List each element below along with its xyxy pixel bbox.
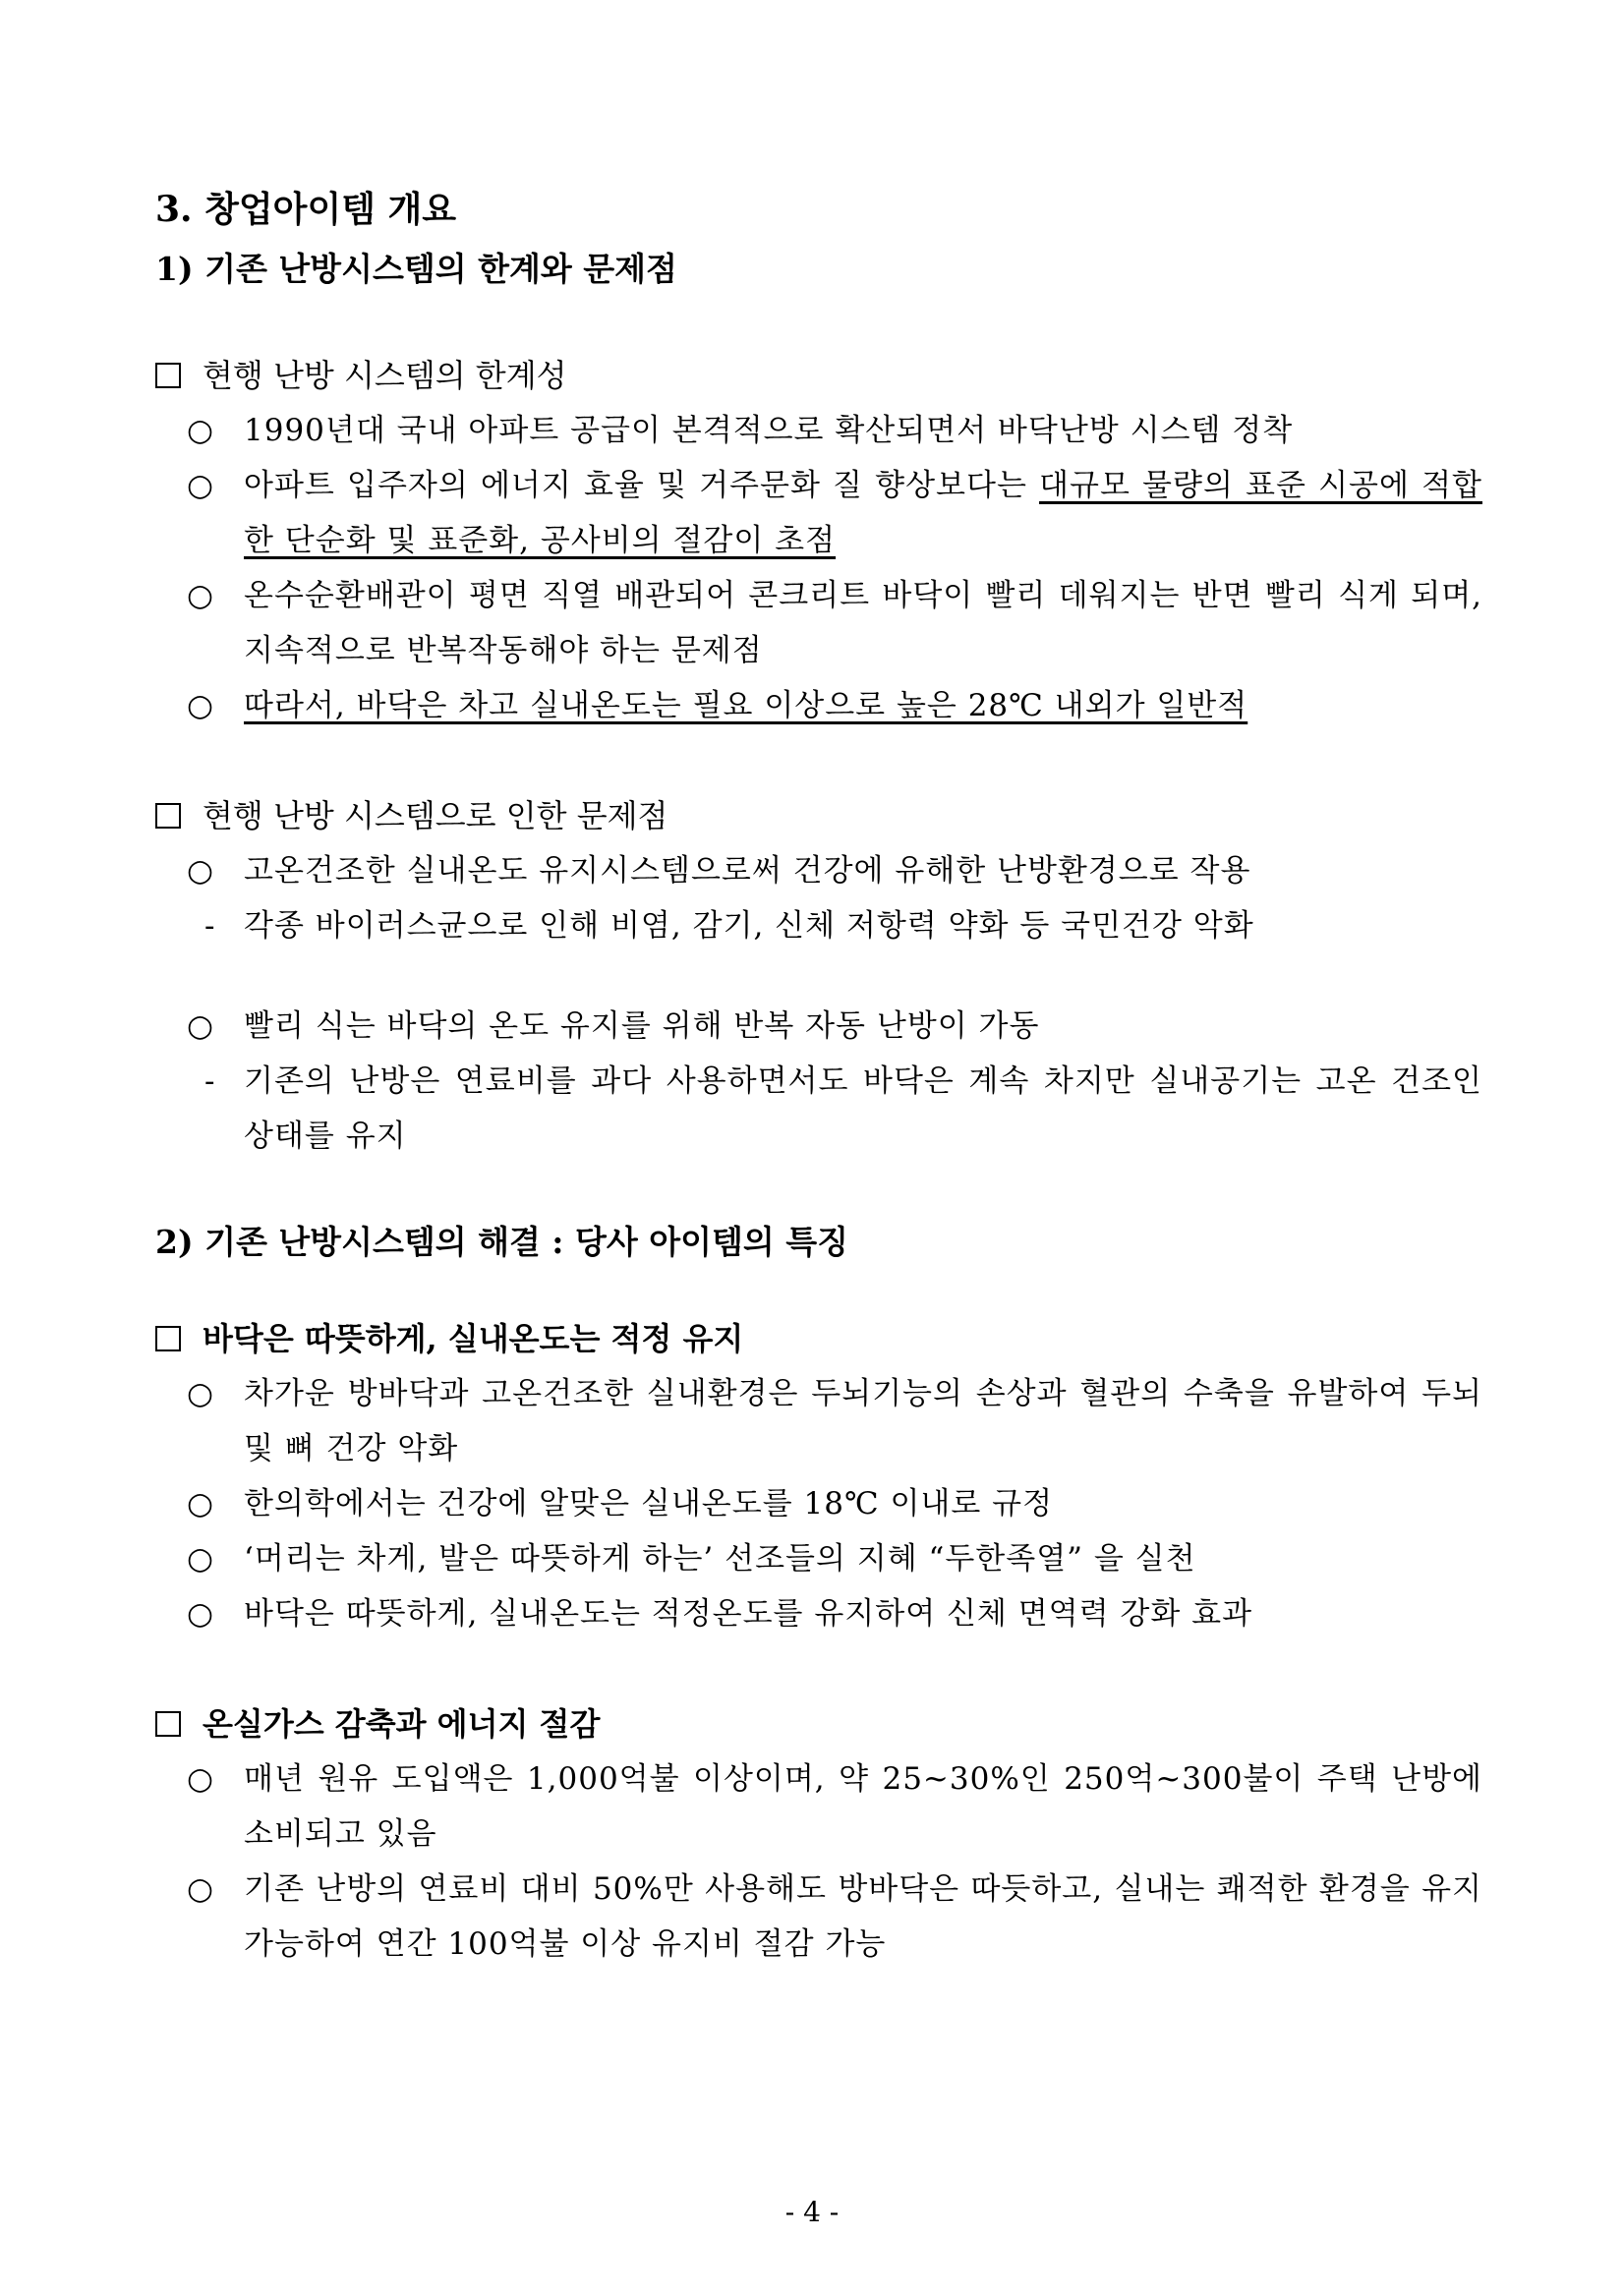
list-item: ○ 바닥은 따뜻하게, 실내온도는 적정온도를 유지하여 신체 면역력 강화 효과	[155, 1586, 1482, 1641]
part2-heading: 2) 기존 난방시스템의 해결 : 당사 아이템의 특징	[155, 1223, 848, 1261]
part1-heading: 1) 기존 난방시스템의 한계와 문제점	[155, 250, 677, 288]
part1-block2-heading	[155, 788, 1482, 843]
list-item: ○ ‘머리는 차게, 발은 따뜻하게 하는’ 선조들의 지혜 “두한족열” 을 실천	[155, 1531, 1482, 1586]
circle-bullet-icon: ○	[187, 578, 215, 613]
part2-block1-heading	[155, 1311, 1482, 1366]
list-item: ○ 아파트 입주자의 에너지 효율 및 거주문화 질 향상보다는 대규모 물량의 표준 시공에 적합한 단순화 및 표준화, 공사비의 절감이 초점	[155, 458, 1482, 568]
dash-item: - 기존의 난방은 연료비를 과다 사용하면서도 바닥은 계속 차지만 실내공기는 고온 건조인 상태를 유지	[155, 1054, 1482, 1164]
part1-block1-heading	[155, 348, 1482, 403]
circle-bullet-icon: ○	[187, 1541, 215, 1577]
list-item	[155, 678, 1482, 733]
circle-bullet-icon: ○	[187, 688, 215, 723]
page-number: - 4 -	[784, 2196, 840, 2228]
circle-bullet-icon: ○	[187, 1486, 215, 1521]
list-item: ○ 한의학에서는 건강에 알맞은 실내온도를 18℃ 이내로 규정	[155, 1476, 1482, 1531]
part2-block2-heading	[155, 1696, 1482, 1751]
list-item: ○ 빨리 식는 바닥의 온도 유지를 위해 반복 자동 난방이 가동	[155, 999, 1482, 1054]
checkbox-square-icon	[155, 363, 181, 388]
checkbox-square-icon	[155, 1711, 181, 1737]
part1-block2-heading-text: 현행 난방 시스템으로 인한 문제점	[203, 797, 668, 834]
list-item: ○ 차가운 방바닥과 고온건조한 실내환경은 두뇌기능의 손상과 혈관의 수축을 유발하여 두뇌 및 뼈 건강 악화	[155, 1366, 1482, 1476]
part2-block2-heading-text: 온실가스 감축과 에너지 절감	[203, 1705, 601, 1743]
part2-block1-heading-text: 바닥은 따뜻하게, 실내온도는 적정 유지	[203, 1320, 744, 1357]
circle-bullet-icon: ○	[187, 1871, 215, 1907]
checkbox-square-icon	[155, 1326, 181, 1351]
part1-block1-heading-text: 현행 난방 시스템의 한계성	[203, 357, 567, 394]
circle-bullet-icon: ○	[187, 1596, 215, 1632]
circle-bullet-icon: ○	[187, 1376, 215, 1411]
list-item: ○ 온수순환배관이 평면 직열 배관되어 콘크리트 바닥이 빨리 데워지는 반면 빨리 식게 되며, 지속적으로 반복작동해야 하는 문제점	[155, 568, 1482, 678]
dash-bullet-icon: -	[204, 908, 216, 944]
circle-bullet-icon: ○	[187, 1761, 215, 1797]
list-item: ○ 1990년대 국내 아파트 공급이 본격적으로 확산되면서 바닥난방 시스템 정착	[155, 403, 1482, 458]
circle-bullet-icon: ○	[187, 468, 215, 503]
underlined-text: 대규모 물량의 표준 시공에 적합한 단순화 및 표준화, 공사비의 절감이 초점	[244, 468, 1482, 558]
list-item: ○ 고온건조한 실내온도 유지시스템으로써 건강에 유해한 난방환경으로 작용	[155, 843, 1482, 898]
circle-bullet-icon: ○	[187, 853, 215, 889]
list-item: ○ 매년 원유 도입액은 1,000억불 이상이며, 약 25~30%인 250억~300불이 주택 난방에 소비되고 있음	[155, 1751, 1482, 1862]
list-item: ○ 기존 난방의 연료비 대비 50%만 사용해도 방바닥은 따듯하고, 실내는 쾌적한 환경을 유지 가능하여 연간 100억불 이상 유지비 절감 가능	[155, 1862, 1482, 1972]
section-title: 3. 창업아이템 개요	[155, 189, 457, 230]
circle-bullet-icon: ○	[187, 413, 215, 448]
checkbox-square-icon	[155, 803, 181, 829]
dash-item: - 각종 바이러스균으로 인해 비염, 감기, 신체 저항력 약화 등 국민건강 악화	[155, 898, 1482, 953]
dash-bullet-icon: -	[204, 1063, 216, 1099]
document-page	[155, 185, 1482, 1972]
underlined-text: 따라서, 바닥은 차고 실내온도는 필요 이상으로 높은 28℃ 내외가 일반적	[244, 688, 1248, 723]
circle-bullet-icon: ○	[187, 1008, 215, 1044]
